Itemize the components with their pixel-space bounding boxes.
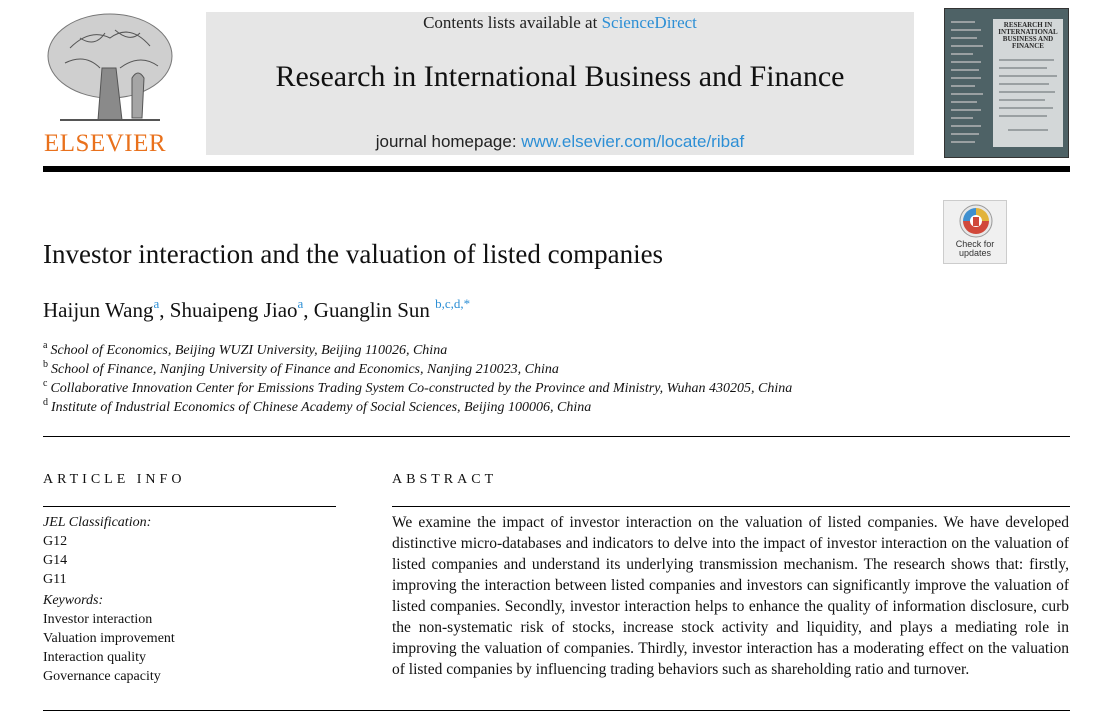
journal-cover (944, 8, 1069, 158)
check-updates-icon (959, 204, 993, 238)
journal-title: Research in International Business and Finance (275, 60, 845, 93)
author-name[interactable]: Shuaipeng Jiao (169, 298, 298, 322)
homepage-prefix: journal homepage: (375, 132, 522, 151)
section-rule (43, 436, 1070, 437)
author-name[interactable]: Guanglin Sun (313, 298, 430, 322)
jel-label: JEL Classification: (43, 515, 152, 530)
affiliation (43, 397, 592, 416)
abstract-heading: ABSTRACT (392, 472, 498, 487)
author-affiliation-sup[interactable]: b,c,d,* (435, 296, 471, 311)
affiliation-text: Collaborative Innovation Center for Emissions Trading System Co-constructed by the Province and Ministry, Wuhan 430205, China (50, 381, 793, 396)
affiliation-text: School of Economics, Beijing WUZI University, Beijing 110026, China (50, 343, 448, 358)
abstract-rule (392, 506, 1070, 507)
author-affiliation-sup[interactable]: a (153, 296, 160, 311)
check-for-updates-button[interactable] (943, 200, 1007, 264)
author-name[interactable]: Haijun Wang (43, 298, 154, 322)
check-updates-line2: updates (958, 248, 992, 258)
keyword: Investor interaction (43, 612, 153, 627)
keyword: Interaction quality (43, 650, 147, 665)
article-info-rule (43, 506, 336, 507)
article-title: Investor interaction and the valuation of listed companies (43, 239, 664, 269)
keyword: Valuation improvement (43, 631, 175, 646)
affiliation (43, 359, 559, 378)
header-rule (43, 166, 1070, 172)
affiliation-key: b (43, 359, 48, 370)
jel-code: G11 (43, 572, 67, 587)
abstract-text: We examine the impact of investor interaction on the valuation of listed companies. We have developed distinctive micro-databases and indicators to delve into the impact of investor interaction on the valuation of listed companies and understand its underlying transmission mechanism. The research shows that: firstly, improving the interaction between listed companies and investors can significantly improve the valuation of listed companies. Secondly, investor interaction helps to enhance the quality of information disclosure, curb the non-systematic risk of stocks, increase stock activity and liquidity, and plays a mediating role in improving the valuation of companies. Thirdly, investor interaction has a moderating effect on the valuation of listed companies by influencing trading behaviors such as shareholding ratio and turnover. (392, 514, 1069, 678)
cover-title: RESEARCH IN INTERNATIONAL BUSINESS AND FINANCE (998, 21, 1058, 50)
check-updates-label (944, 240, 1006, 258)
jel-code: G12 (43, 534, 68, 549)
affiliation (43, 340, 448, 359)
homepage-line (206, 132, 914, 152)
affiliation-text: School of Finance, Nanjing University of Finance and Economics, Nanjing 210023, China (51, 362, 559, 377)
author-affiliation-sup[interactable]: a (297, 296, 304, 311)
contents-line (206, 13, 914, 33)
article-info-heading: ARTICLE INFO (43, 472, 186, 487)
journal-banner (206, 12, 914, 155)
affiliation-key: a (43, 340, 48, 351)
check-updates-line1: Check for (955, 239, 995, 249)
sciencedirect-link[interactable]: ScienceDirect (601, 13, 697, 32)
keywords-label: Keywords: (43, 593, 104, 608)
article-info (43, 513, 175, 686)
contents-prefix: Contents lists available at (423, 13, 602, 32)
author-list: Haijun Wang$^a$, Shuaipeng Jiao$^a$, Guanglin Sun $^{b,c,d,*}$ (43, 296, 471, 322)
affiliation-text: Institute of Industrial Economics of Chinese Academy of Social Sciences, Beijing 100006, China (51, 400, 592, 415)
affiliation-key: c (43, 378, 48, 389)
affiliation-key: d (43, 397, 48, 408)
bottom-rule (43, 710, 1070, 711)
keyword: Governance capacity (43, 669, 161, 684)
jel-code: G14 (43, 553, 68, 568)
affiliation (43, 378, 793, 397)
cover-page (993, 19, 1063, 147)
publisher-name: ELSEVIER (44, 130, 167, 157)
homepage-link[interactable]: www.elsevier.com/locate/ribaf (521, 132, 745, 151)
